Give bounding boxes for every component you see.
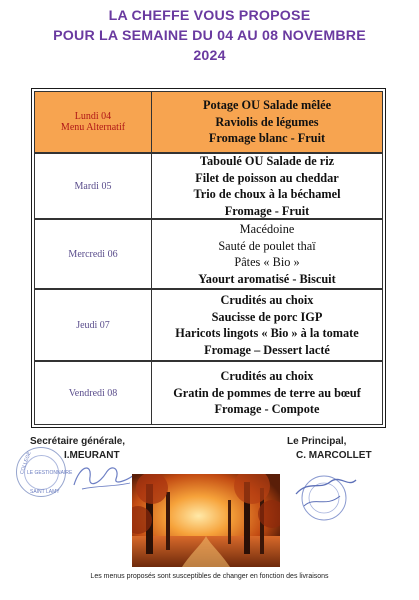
dish: Raviolis de légumes — [215, 114, 319, 129]
stamp-text: COLLEGE — [18, 450, 33, 476]
title-line-2: POUR LA SEMAINE DU 04 AU 08 NOVEMBRE — [53, 28, 366, 44]
dishes-cell — [152, 290, 382, 360]
dish: Potage OU Salade mêlée — [202, 98, 332, 113]
handwritten-signature-left — [70, 455, 140, 495]
dish: Fromage - Fruit — [224, 203, 310, 218]
footer-note: Les menus proposés sont susceptibles de changer en fonction des livraisons — [90, 573, 329, 580]
dish: Filet de poisson au cheddar — [195, 170, 339, 185]
dish: Taboulé OU Salade de riz — [199, 154, 335, 168]
day-label: Vendredi 08 — [68, 387, 118, 399]
dish: Yaourt aromatisé - Biscuit — [198, 271, 336, 286]
menu-row-friday — [34, 361, 383, 425]
dish: Crudités au choix — [220, 369, 314, 384]
dishes-cell — [152, 220, 382, 288]
day-cell — [35, 154, 152, 218]
dishes-cell — [152, 362, 382, 424]
stamp-text: SAINT LAMY — [30, 489, 60, 495]
dish: Gratin de pommes de terre au bœuf — [173, 385, 361, 400]
dish: Macédoine — [239, 222, 295, 236]
dish: Fromage - Compote — [214, 402, 320, 417]
principal-stamp-signature — [290, 466, 360, 526]
menu-alternatif-note: Menu Alternatif — [60, 122, 126, 133]
dish: Crudités au choix — [220, 293, 314, 307]
menu-row-wednesday — [34, 219, 383, 289]
day-label: Lundi 04 — [74, 111, 112, 122]
secretary-title: Secrétaire générale, — [30, 436, 126, 447]
principal-title: Le Principal, — [287, 436, 347, 447]
dishes-cell — [152, 154, 382, 218]
day-label: Mercredi 06 — [68, 248, 118, 260]
dish: Haricots lingots « Bio » à la tomate — [175, 326, 359, 340]
day-cell — [35, 220, 152, 288]
day-label: Mardi 05 — [74, 180, 112, 192]
dish: Pâtes « Bio » — [234, 255, 300, 269]
dish: Trio de choux à la béchamel — [193, 187, 341, 201]
dish: Fromage blanc - Fruit — [208, 131, 326, 146]
menu-row-thursday — [34, 289, 383, 361]
dish: Sauté de poulet thaï — [218, 238, 316, 253]
day-cell — [35, 290, 152, 360]
secretary-name: I.MEURANT — [64, 450, 120, 461]
day-label: Jeudi 07 — [76, 319, 110, 331]
dishes-cell — [152, 92, 382, 152]
day-cell — [35, 92, 152, 152]
dish: Saucisse de porc IGP — [211, 309, 323, 324]
menu-table — [31, 88, 386, 428]
menu-row-tuesday — [34, 153, 383, 219]
stamp-text: LE GESTIONNAIRE — [27, 470, 73, 476]
page-title — [0, 6, 419, 66]
principal-name: C. MARCOLLET — [296, 450, 372, 461]
day-cell — [35, 362, 152, 424]
menu-row-monday — [34, 91, 383, 153]
dish: Fromage – Dessert lacté — [204, 342, 330, 357]
autumn-forest-photo — [132, 474, 280, 567]
title-line-3: 2024 — [193, 48, 226, 64]
title-line-1: LA CHEFFE VOUS PROPOSE — [108, 8, 311, 24]
